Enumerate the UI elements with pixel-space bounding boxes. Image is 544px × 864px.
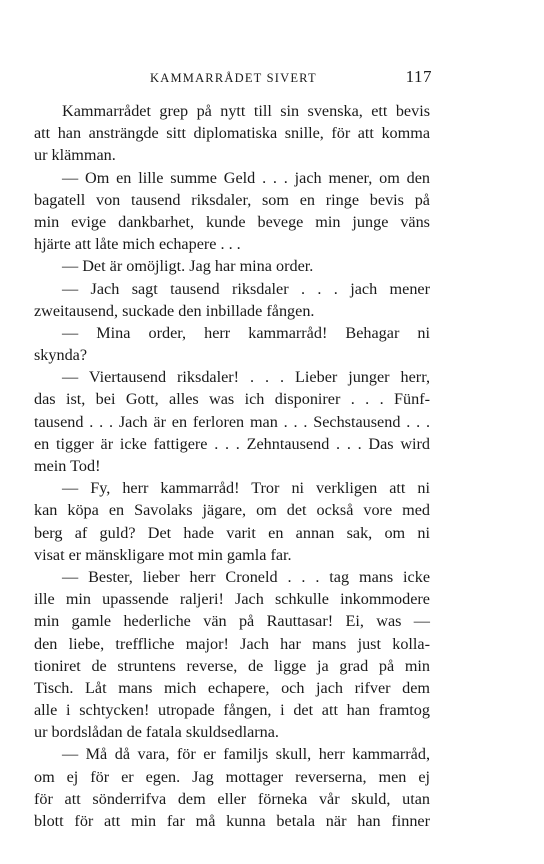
text-line: mein Tod! — [34, 457, 101, 475]
text-line: den liebe, treffliche major! Jach har mans just kolla- — [34, 634, 430, 653]
text-line: tausend . . . Jach är en ferloren man . . . Sechstausend . . . — [34, 412, 430, 431]
text-line: — Må då vara, för er familjs skull, herr kammarråd, — [62, 745, 430, 764]
text-line: blott för att min far må kunna betala när han finner — [34, 812, 430, 830]
text-line: berg af guld? Det hade varit en annan sak, om ni — [34, 523, 430, 542]
running-head: KAMMARRÅDET SIVERT — [150, 71, 317, 85]
text-line: att han ansträngde sitt diplomatiska snille, för att komma — [34, 124, 430, 143]
text-line: Tisch. Låt mans mich echapere, och jach rifver dem — [34, 678, 430, 697]
text-line: ur bordslådan de fatala skuldsedlarna. — [34, 723, 279, 742]
text-line: zweitausend, suckade den inbillade fången. — [34, 301, 315, 320]
text-line: visat er mänskligare mot min gamla far. — [34, 545, 292, 564]
text-line: — Bester, lieber herr Croneld . . . tag mans icke — [62, 567, 430, 586]
page-number: 117 — [405, 67, 432, 86]
text-line: för att sönderrifva dem eller förneka vår skuld, utan — [34, 789, 430, 808]
text-line: skynda? — [34, 346, 88, 365]
text-line: om ej för er egen. Jag mottager reverserna, men ej — [34, 767, 430, 786]
page-header — [62, 68, 434, 92]
text-line: ur klämman. — [34, 146, 116, 165]
text-line: tioniret de struntens reverse, de ligge ja grad på min — [34, 656, 430, 675]
text-line: Kammarrådet grep på nytt till sin svenska, ett bevis — [62, 102, 430, 120]
text-line: min gamle hederliche vän på Rauttasar! Ei, was — — [34, 612, 430, 631]
text-line: en tigger är icke fattigere . . . Zehntausend . . . Das wird — [34, 434, 430, 453]
text-line: kan köpa en Savolaks jägare, om det också vore med — [34, 501, 430, 520]
text-line: — Viertausend riksdaler! . . . Lieber junger herr, — [62, 368, 430, 387]
text-line: min evige dankbarhet, kunde bevege min junge väns — [34, 212, 430, 231]
text-line: — Fy, herr kammarråd! Tror ni verkligen att ni — [62, 479, 430, 498]
text-line: — Om en lille summe Geld . . . jach mener, om den — [62, 168, 430, 187]
text-line: — Det är omöjligt. Jag har mina order. — [62, 257, 314, 276]
text-line: bagatell von tausend riksdaler, som en ringe bevis på — [34, 190, 430, 209]
text-line: — Mina order, herr kammarråd! Behagar ni — [62, 323, 430, 342]
text-line: das ist, bei Gott, alles was ich disponirer . . . Fünf- — [34, 390, 430, 409]
text-line: ille min upassende raljeri! Jach schkulle inkommodere — [34, 590, 430, 609]
text-line: hjärte att låte mich echapere . . . — [34, 235, 241, 254]
text-line: alle i schtycken! utropade fången, i det att han framtog — [34, 701, 430, 720]
text-line: — Jach sagt tausend riksdaler . . . jach mener — [62, 279, 430, 298]
body-text — [34, 100, 430, 832]
